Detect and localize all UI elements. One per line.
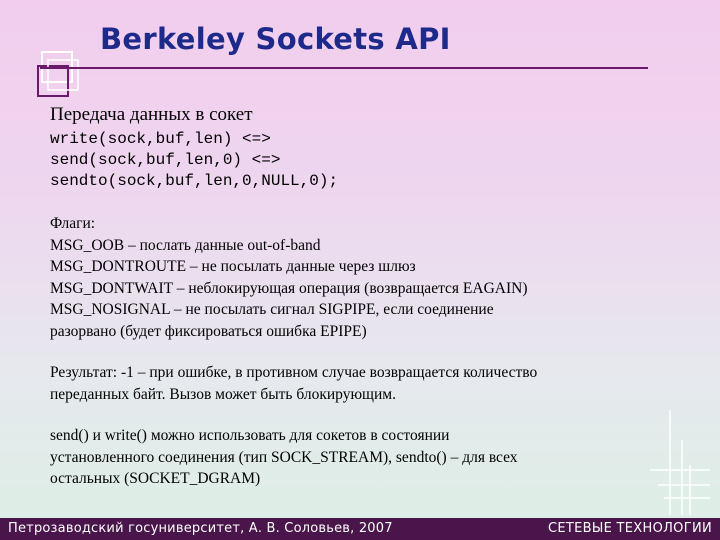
- result-paragraph: [50, 362, 710, 405]
- slide-title: Berkeley Sockets API: [100, 22, 451, 56]
- text-line: переданных байт. Вызов может быть блокирующим.: [50, 385, 396, 403]
- text-line: send() и write() можно использовать для сокетов в состоянии: [50, 427, 450, 444]
- flags-block: [50, 213, 710, 342]
- flags-heading: Флаги:: [50, 215, 96, 232]
- section-heading: Передача данных в сокет: [50, 104, 253, 125]
- flag-item: MSG_OOB – послать данные out-of-band: [50, 236, 321, 254]
- flag-item: MSG_DONTWAIT – неблокирующая операция (возвращается EAGAIN): [50, 279, 528, 297]
- text-line: установленного соединения (тип SOCK_STREAM), sendto() – для всех: [50, 448, 518, 466]
- flag-item: MSG_NOSIGNAL – не посылать сигнал SIGPIPE, если соединение: [50, 301, 494, 318]
- decorative-squares: [34, 48, 84, 104]
- slide-content: [50, 103, 710, 490]
- code-block: [50, 129, 710, 192]
- text-line: остальных (SOCKET_DGRAM): [50, 470, 261, 487]
- code-line: send(sock,buf,len,0) <=>: [50, 151, 281, 169]
- usage-paragraph: [50, 425, 710, 490]
- title-underline: [40, 67, 648, 69]
- footer-bar: [0, 518, 720, 540]
- footer-course: СЕТЕВЫЕ ТЕХНОЛОГИИ: [547, 521, 712, 536]
- code-line: write(sock,buf,len) <=>: [50, 130, 271, 148]
- decorative-grid-lines: [650, 410, 710, 515]
- code-line: sendto(sock,buf,len,0,NULL,0);: [50, 172, 339, 190]
- flag-item-continuation: разорвано (будет фиксироваться ошибка EPIPE): [50, 322, 367, 340]
- flag-item: MSG_DONTROUTE – не посылать данные через шлюз: [50, 258, 416, 275]
- text-line: Результат: -1 – при ошибке, в противном случае возвращается количество: [50, 364, 538, 381]
- footer-author: Петрозаводский госуниверситет, А. В. Соловьев, 2007: [8, 521, 393, 536]
